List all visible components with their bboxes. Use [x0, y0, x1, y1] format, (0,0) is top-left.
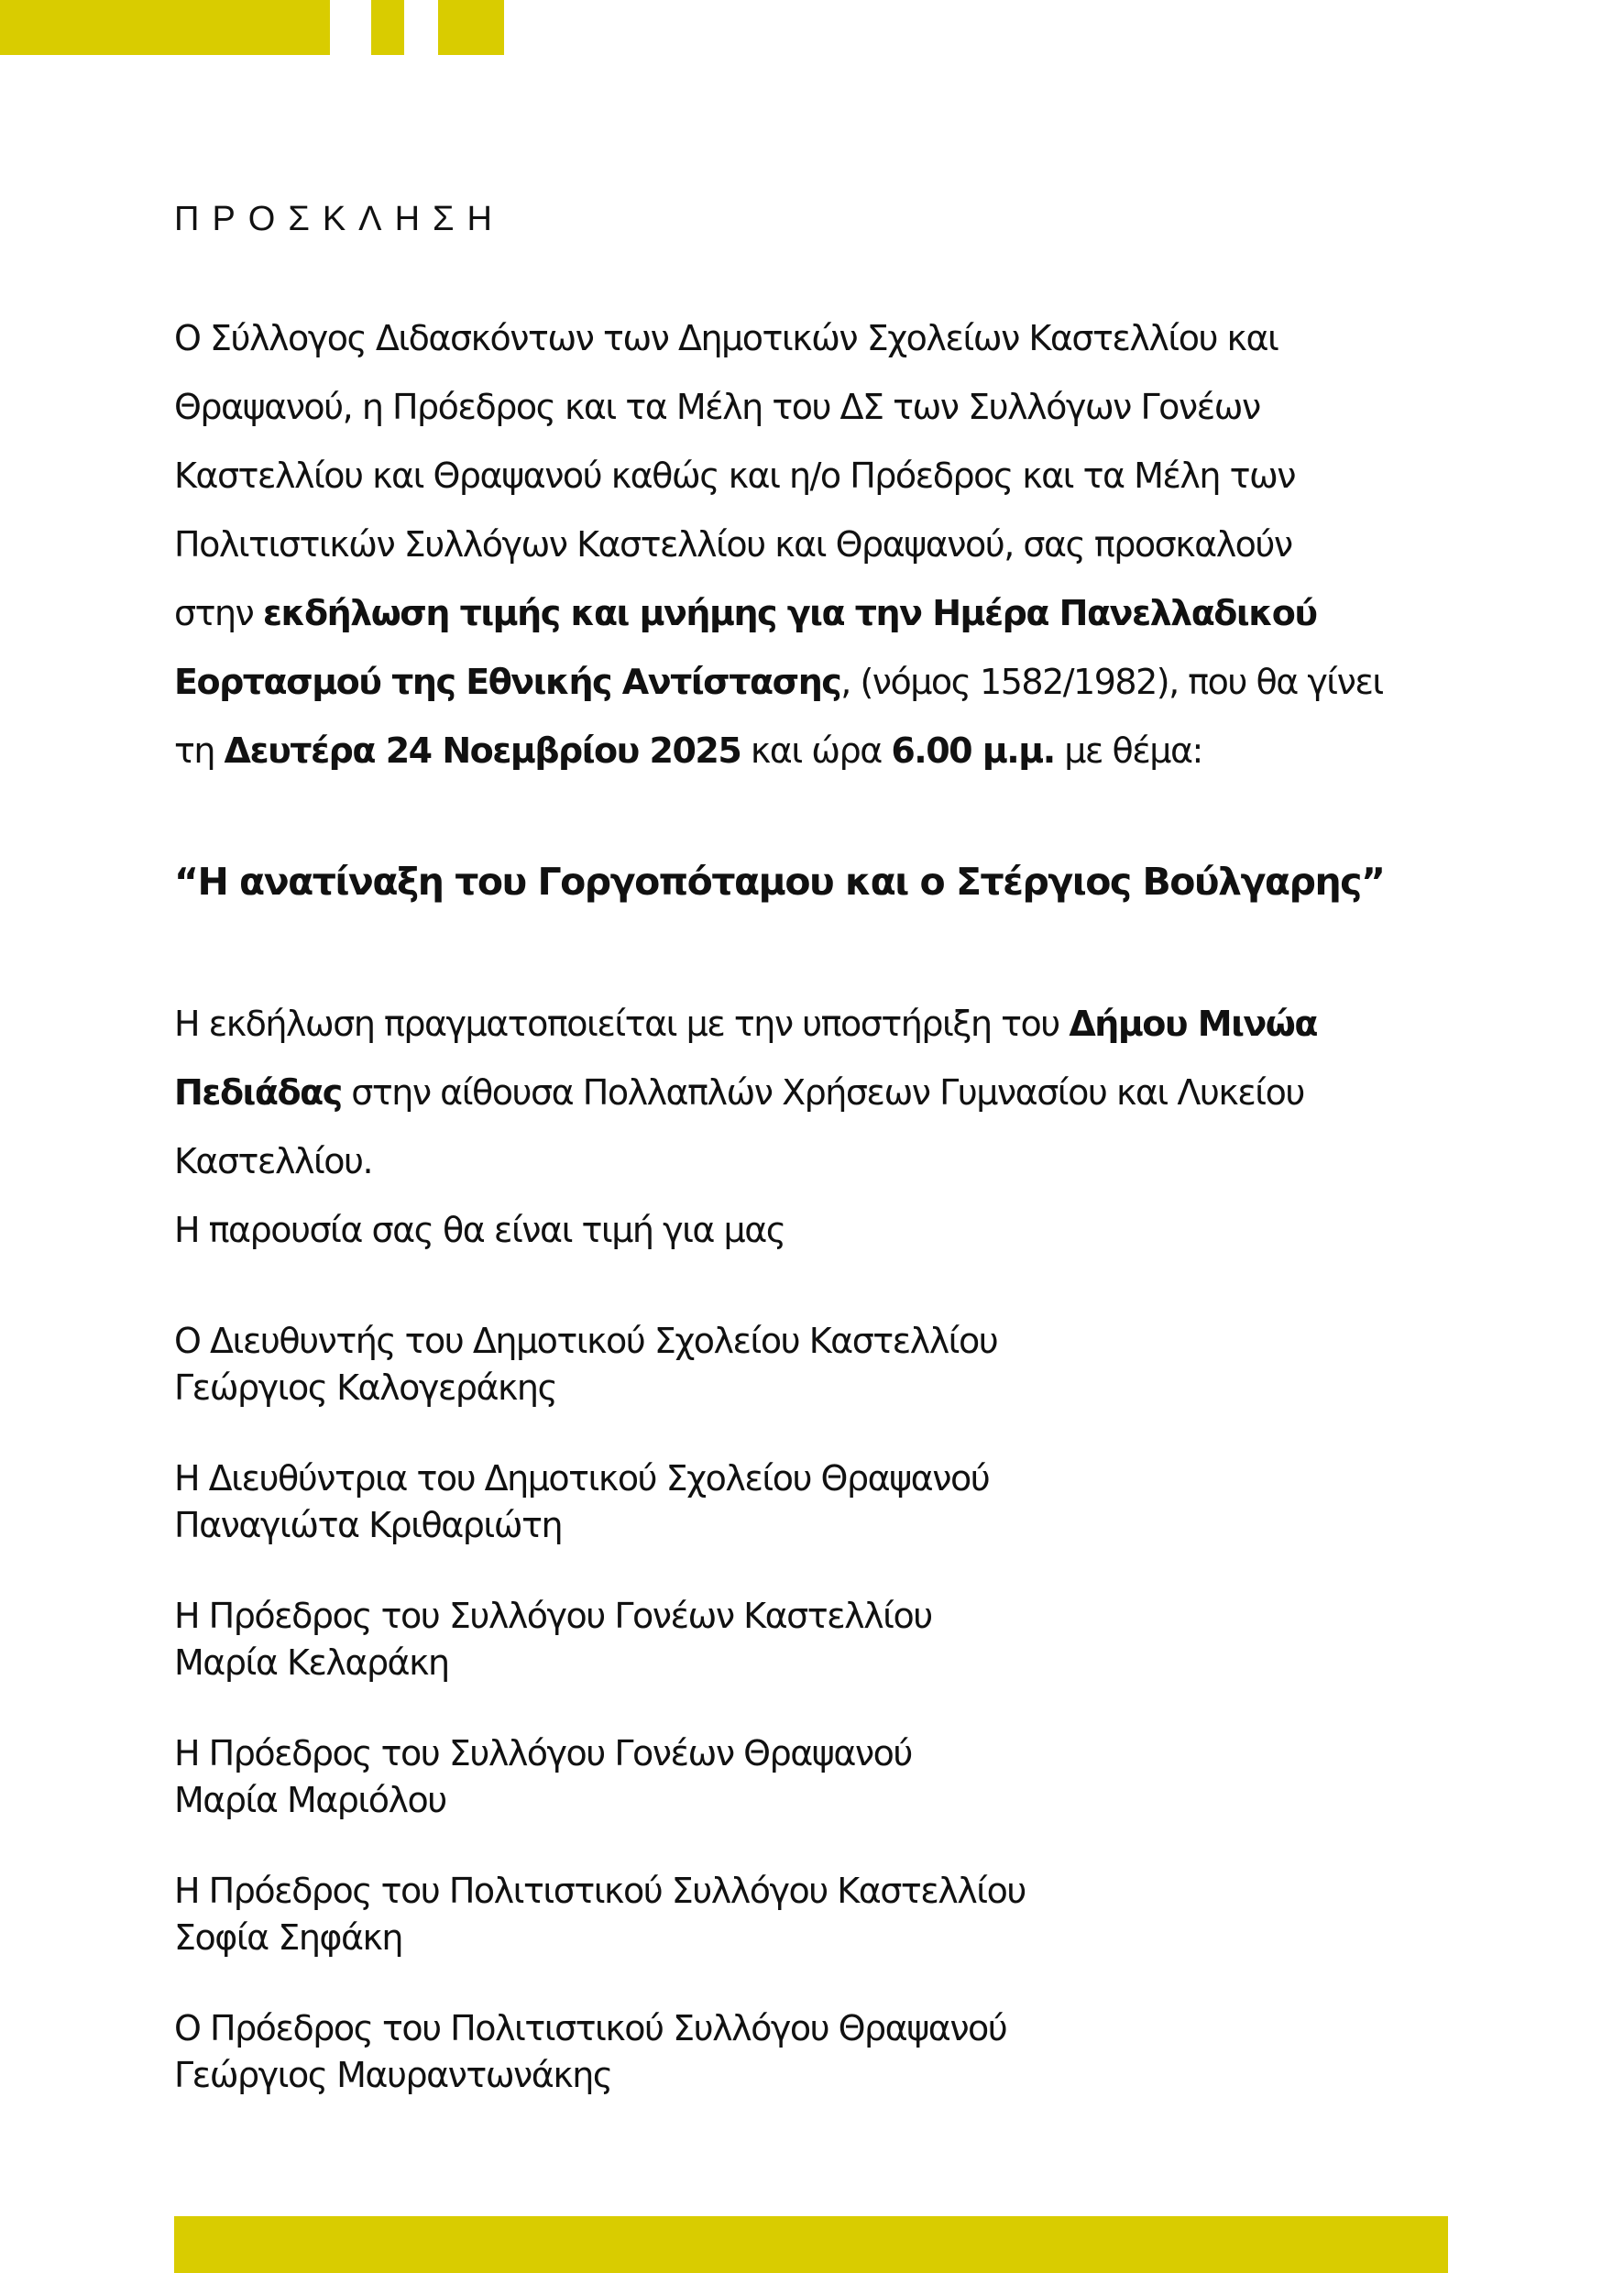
text: και ώρα: [741, 730, 892, 771]
signatory-role: Η Διευθύντρια του Δημοτικού Σχολείου Θραψανού: [174, 1458, 990, 1499]
invitation-title: ΠΡΟΣΚΛΗΣΗ: [174, 200, 505, 238]
signatory-name: Γεώργιος Καλογεράκης: [174, 1367, 557, 1408]
top-decorative-bar-narrow: [371, 0, 404, 55]
event-date: Δευτέρα 24 Νοεμβρίου 2025: [224, 730, 741, 771]
signatory: [174, 1730, 912, 1824]
details-line: [174, 990, 1476, 1059]
intro-line: [174, 648, 1476, 717]
signatory-name: Μαρία Κελαράκη: [174, 1642, 449, 1683]
top-decorative-bar-wide: [0, 0, 330, 55]
intro-line: Ο Σύλλογος Διδασκόντων των Δημοτικών Σχολείων Καστελλίου και: [174, 318, 1278, 358]
signatory: [174, 1868, 1026, 1961]
event-name: εκδήλωση τιμής και μνήμης για την Ημέρα Πανελλαδικού: [262, 593, 1317, 633]
signatory-role: Η Πρόεδρος του Πολιτιστικού Συλλόγου Καστελλίου: [174, 1871, 1026, 1911]
event-time: 6.00 μ.μ.: [891, 730, 1055, 771]
text: , (νόμος 1582/1982), που θα γίνει: [840, 662, 1383, 702]
intro-line: Πολιτιστικών Συλλόγων Καστελλίου και Θραψανού, σας προσκαλούν: [174, 524, 1292, 565]
signatory-role: Η Πρόεδρος του Συλλόγου Γονέων Καστελλίου: [174, 1596, 932, 1636]
signatory-name: Γεώργιος Μαυραντωνάκης: [174, 2055, 612, 2095]
event-name-cont: Εορτασμού της Εθνικής Αντίστασης: [174, 662, 841, 702]
sponsor-name-cont: Πεδιάδας: [174, 1072, 342, 1113]
intro-line: [174, 579, 1476, 648]
bottom-decorative-bar: [174, 2216, 1448, 2273]
signatory-name: Σοφία Σηφάκη: [174, 1917, 403, 1958]
intro-line: Θραψανού, η Πρόεδρος και τα Μέλη του ΔΣ των Συλλόγων Γονέων: [174, 387, 1260, 427]
text: Η εκδήλωση πραγματοποιείται με την υποστήριξη του: [174, 1004, 1070, 1044]
signatory-role: Η Πρόεδρος του Συλλόγου Γονέων Θραψανού: [174, 1733, 912, 1773]
event-subject: “Η ανατίναξη του Γοργοπόταμου και ο Στέργιος Βούλγαρης”: [174, 860, 1385, 904]
details-line: Καστελλίου.: [174, 1141, 373, 1181]
signatory-name: Μαρία Μαριόλου: [174, 1780, 446, 1820]
signatory-role: Ο Διευθυντής του Δημοτικού Σχολείου Καστελλίου: [174, 1321, 998, 1361]
intro-paragraph: [174, 304, 1476, 785]
signatory: [174, 1318, 997, 1411]
intro-line: Καστελλίου και Θραψανού καθώς και η/ο Πρόεδρος και τα Μέλη των: [174, 456, 1296, 496]
top-decorative-bar-medium: [438, 0, 504, 55]
text: τη: [174, 730, 225, 771]
text: με θέμα:: [1054, 730, 1202, 771]
text: στην αίθουσα Πολλαπλών Χρήσεων Γυμνασίου και Λυκείου: [341, 1072, 1304, 1113]
signatory-name: Παναγιώτα Κριθαριώτη: [174, 1505, 563, 1545]
signatory-role: Ο Πρόεδρος του Πολιτιστικού Συλλόγου Θραψανού: [174, 2008, 1007, 2048]
signatory: [174, 2005, 1006, 2099]
details-paragraph: [174, 990, 1476, 1265]
intro-line: [174, 717, 1476, 785]
closing-line: Η παρουσία σας θα είναι τιμή για μας: [174, 1210, 785, 1250]
text: στην: [174, 593, 263, 633]
details-line: [174, 1059, 1476, 1127]
sponsor-name: Δήμου Μινώα: [1069, 1004, 1317, 1044]
signatory: [174, 1455, 989, 1549]
signatory: [174, 1593, 932, 1686]
